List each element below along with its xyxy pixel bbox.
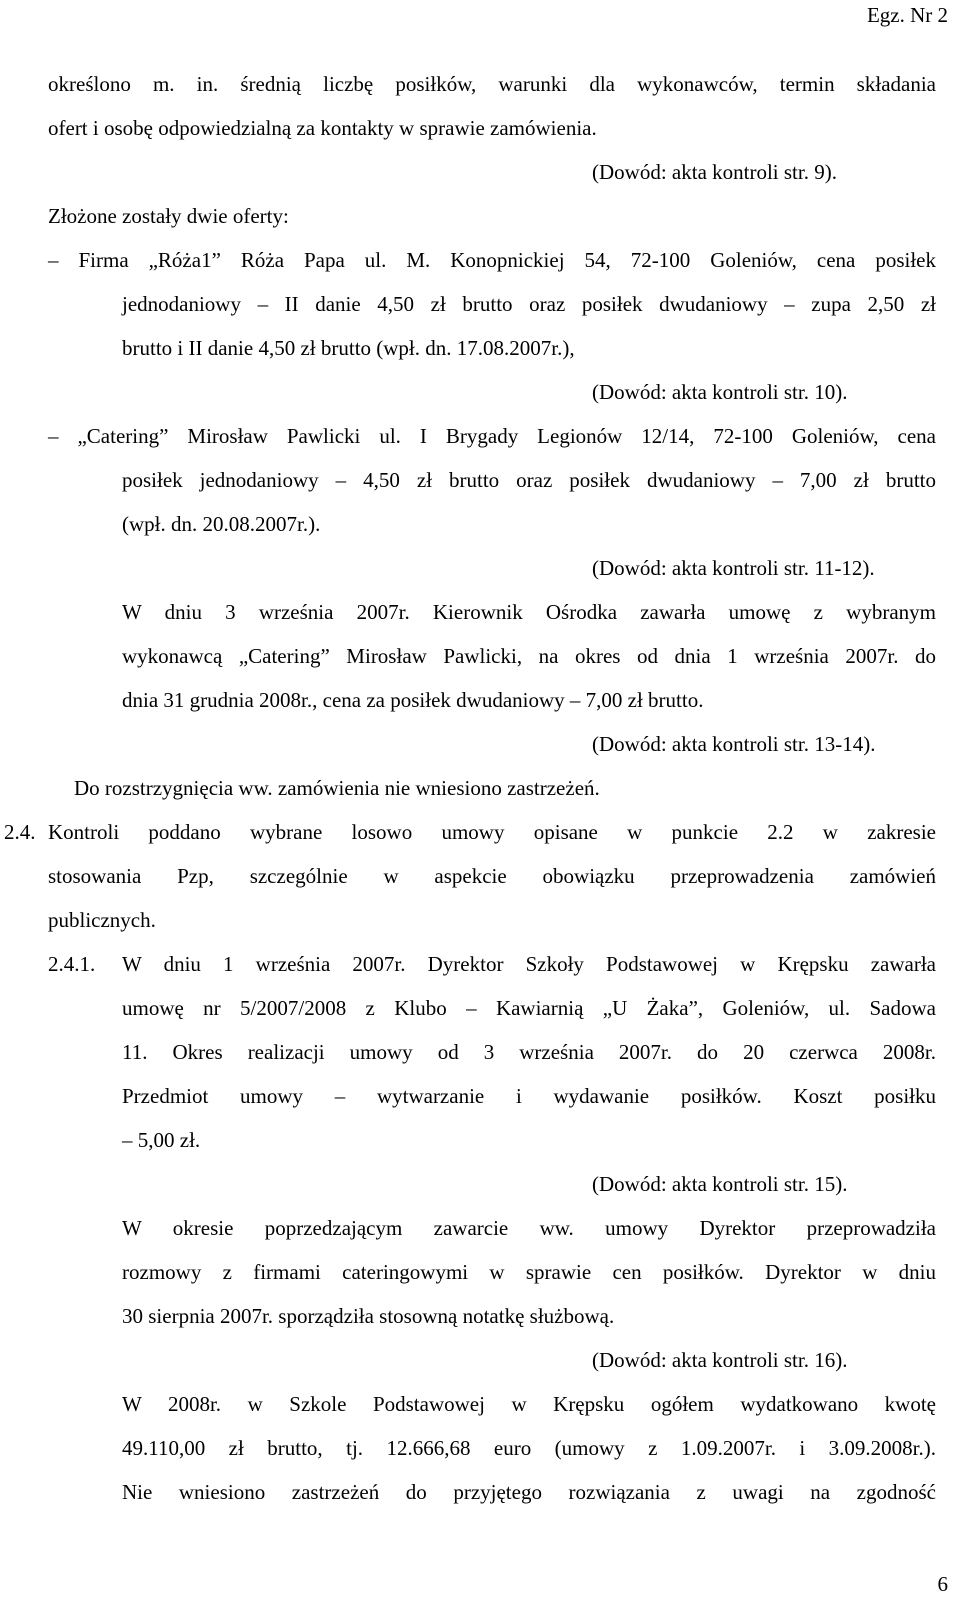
evidence-reference: (Dowód: akta kontroli str. 16).	[592, 1348, 848, 1372]
text-line: publicznych.	[48, 908, 156, 932]
evidence-reference: (Dowód: akta kontroli str. 13-14).	[592, 732, 876, 756]
text-line: (wpł. dn. 20.08.2007r.).	[122, 512, 321, 536]
text-line: brutto i II danie 4,50 zł brutto (wpł. dn. 17.08.2007r.),	[122, 336, 575, 360]
text-line: stosowania Pzp, szczególnie w aspekcie obowiązku przeprowadzenia zamówień	[48, 864, 936, 888]
text-line: Do rozstrzygnięcia ww. zamówienia nie wniesiono zastrzeżeń.	[74, 776, 600, 800]
text-line: Nie wniesiono zastrzeżeń do przyjętego rozwiązania z uwagi na zgodność	[122, 1480, 936, 1504]
text-line: określono m. in. średnią liczbę posiłków, warunki dla wykonawców, termin składania	[48, 72, 936, 96]
section-number: 2.4.1.	[48, 952, 96, 976]
text-line: W dniu 1 września 2007r. Dyrektor Szkoły Podstawowej w Krępsku zawarła	[122, 952, 936, 976]
text-line: umowę nr 5/2007/2008 z Klubo – Kawiarnią „U Żaka”, Goleniów, ul. Sadowa	[122, 996, 936, 1020]
section-number: 2.4.	[4, 820, 36, 844]
offer-item: – Firma „Róża1” Róża Papa ul. M. Konopnickiej 54, 72-100 Goleniów, cena posiłek	[48, 248, 936, 272]
text-line: dnia 31 grudnia 2008r., cena za posiłek dwudaniowy – 7,00 zł brutto.	[122, 688, 704, 712]
text-line: Złożone zostały dwie oferty:	[48, 204, 289, 228]
text-line: Przedmiot umowy – wytwarzanie i wydawanie posiłków. Koszt posiłku	[122, 1084, 936, 1108]
text-line: 49.110,00 zł brutto, tj. 12.666,68 euro (umowy z 1.09.2007r. i 3.09.2008r.).	[122, 1436, 936, 1460]
evidence-reference: (Dowód: akta kontroli str. 9).	[592, 160, 837, 184]
text-line: W okresie poprzedzającym zawarcie ww. umowy Dyrektor przeprowadziła	[122, 1216, 936, 1240]
evidence-reference: (Dowód: akta kontroli str. 11-12).	[592, 556, 875, 580]
text-line: – 5,00 zł.	[122, 1128, 201, 1152]
copy-number-label: Egz. Nr 2	[866, 3, 948, 27]
text-line: rozmowy z firmami cateringowymi w sprawie cen posiłków. Dyrektor w dniu	[122, 1260, 936, 1284]
text-line: wykonawcą „Catering” Mirosław Pawlicki, na okres od dnia 1 września 2007r. do	[122, 644, 936, 668]
text-line: posiłek jednodaniowy – 4,50 zł brutto oraz posiłek dwudaniowy – 7,00 zł brutto	[122, 468, 936, 492]
text-line: Kontroli poddano wybrane losowo umowy opisane w punkcie 2.2 w zakresie	[48, 820, 936, 844]
text-line: ofert i osobę odpowiedzialną za kontakty w sprawie zamówienia.	[48, 116, 597, 140]
offer-item: – „Catering” Mirosław Pawlicki ul. I Brygady Legionów 12/14, 72-100 Goleniów, cena	[48, 424, 936, 448]
text-line: jednodaniowy – II danie 4,50 zł brutto oraz posiłek dwudaniowy – zupa 2,50 zł	[122, 292, 936, 316]
page-number: 6	[937, 1572, 948, 1596]
evidence-reference: (Dowód: akta kontroli str. 15).	[592, 1172, 848, 1196]
text-line: W 2008r. w Szkole Podstawowej w Krępsku ogółem wydatkowano kwotę	[122, 1392, 936, 1416]
evidence-reference: (Dowód: akta kontroli str. 10).	[592, 380, 848, 404]
text-line: 30 sierpnia 2007r. sporządziła stosowną notatkę służbową.	[122, 1304, 615, 1328]
text-line: 11. Okres realizacji umowy od 3 września 2007r. do 20 czerwca 2008r.	[122, 1040, 936, 1064]
text-line: W dniu 3 września 2007r. Kierownik Ośrodka zawarła umowę z wybranym	[122, 600, 936, 624]
